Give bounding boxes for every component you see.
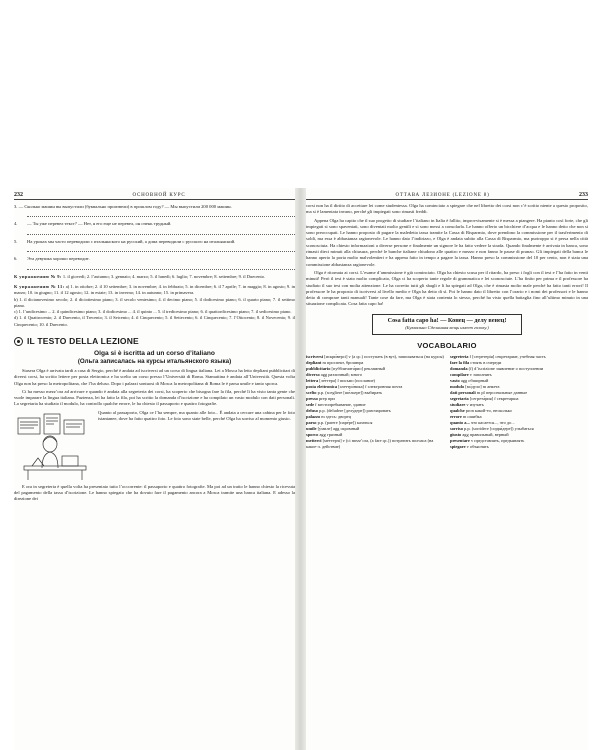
vocabulary-definition: agg различный; много (319, 371, 363, 377)
lesson-title-italian: Olga si è iscritta ad un corso d’italiano (94, 350, 215, 357)
answer-line (27, 264, 295, 270)
proverb-translation: (Буквально Сделанная вещь имеет голову.) (405, 324, 489, 330)
vocabulary-definition: p.p. (scegliere [ше́льере]) выбирать (316, 390, 383, 396)
proverb-text: Cosa fatta capo ha! — Конец — делу венец! (387, 316, 507, 324)
illustrated-block (14, 410, 295, 482)
vocabulary-word: pubblicitario (306, 365, 331, 371)
vocabulary-definition: agg обширный (459, 377, 489, 383)
lesson-paragraph: corsi non ha il diritto di accettare lei come studentessa. Olga ha cominciato a spiegare che nel libretto dei corsi non c’è scritto niente a questo proposito, ma si è lamentata invano, perché gli impiegati sono rimasti freddi. (306, 203, 588, 215)
question-number: 5. (14, 238, 18, 244)
vocabulary-definition: f [сегретерія] секретариат, учебная часть (468, 353, 546, 359)
vocabulary-definition: prep при (317, 396, 335, 402)
vocabulary-word: quanto a... (450, 420, 470, 426)
lesson-paragraph: Olga è ritornata ai corsi. L’esame d’ammissione è già cominciato. Olga ha chiesto scusa per il ritardo, ha preso i fogli con il test e l’ha fatto in venti minuti! Però il test è stato molto complicato, Olga ci ha scoperto tante regole di grammatica e lei sconosciute. L’ha finito per prima e il professore ha studiato il suo test con molta attenzione. Le ha corretto tutti gli sbagli e li ha spiegati ad Olga, che è rimasta molto male perché ha fatto tanti errori! Il professore le ha proposto di iscriversi al livello medio e Olga ha detto di sì. Poi le hanno dato il libretto con l’orario e i nomi dei professori e le hanno detto di comprare tanti manuali! Tante cose da fare, ma Olga è stata contenta lo stesso, perché ha visto quella battaglia fino all’ultimo minuto in una situazione complicata. Cosa fatta capo ha! (306, 269, 588, 307)
vocabulary-word: iscriversi (306, 353, 324, 359)
question-4 (14, 221, 295, 227)
answer-line (27, 229, 295, 235)
question-6 (14, 256, 295, 262)
section-title: IL TESTO DELLA LEZIONE (27, 336, 139, 346)
vocabulary-word: lettera (306, 377, 319, 383)
vocabulary-definition: v объяснять (465, 444, 489, 450)
vocabulary-word: modulo (450, 383, 465, 389)
top-question-3: 3. — Сколько машин вы выпустили (буквально произвели) в прошлом году? — Мы выпустили 200 000 машин. (14, 204, 232, 209)
book-spread (0, 188, 600, 750)
answer-line (27, 211, 295, 217)
vocabulary-word: qualche (450, 408, 465, 414)
proverb-box (372, 314, 522, 335)
vocabulary-definition: m проспект, брошюра (321, 359, 364, 365)
right-running-title: ОТТАВА ЛЕЗИОНЕ (LEZIONE 8) (395, 193, 490, 198)
vocabulary-definition: agg правильный, верный (461, 432, 509, 438)
exercise-9-key (14, 274, 295, 280)
vocabulary-definition: pron какой-то, несколько (464, 408, 512, 414)
vocabulary-word: diverso (306, 371, 320, 377)
left-running-head (14, 188, 295, 200)
vocabulary-definition: p.p. (sorridere [сорри́дере]) улыбаться (462, 426, 534, 432)
vocabulary-definition: m pl персональные данные (475, 390, 528, 396)
vocabulary-definition: m ошибка (461, 414, 482, 420)
vocabulary-definition: [элеттро́ника] f электронная почта (337, 383, 403, 389)
vocabulary-definition: p.p. (deludere [делу́дере]) разочаровать (317, 408, 391, 414)
vocabulary-definition: [искри́версі] v (a qc.) поступать (в вуз), записываться (на курсы) (323, 353, 444, 359)
right-page-number: 233 (579, 192, 588, 198)
vocabulary-word: compilare (450, 371, 469, 377)
vocabulary-word: umile (306, 426, 317, 432)
vocabulary-word: segreteria (450, 353, 469, 359)
vocabulary-definition: [ме́ттерчі] v (ci mezz’ora, (a fare qc.)) потратить полчаса (на какое-л. действие) (306, 438, 434, 450)
question-number: 4. (14, 221, 18, 227)
vocabulary-entry (450, 444, 588, 450)
vocabulary-definition: v изучать (465, 402, 484, 408)
vocabulary-definition: v заполнять (468, 371, 492, 377)
exercise-9-label: К упражнению № 9: (14, 273, 62, 279)
lesson-paragraph: Appena Olga ha capito che il suo progetto di studiare l’italiano in Italia è fallito, improvvisamente si è messa a piangere. Ha pianto così forte, che gli impiegati si sono spaventati, sono diventati molto gentili e si sono messi a consolarla. Le hanno offerto un bicchiere d’acqua e le hanno detto che non si sono preoccupati. Le hanno proposto di pagare la maledetta tassa tramite la Cassa di Risparmio, dove prendono la commissione per il trasferimento di soldi, ma essa è abbastanza ragionevole. Le hanno dato l’indirizzo, e Olga è andata subito alla Cassa di Risparmio, ma purtroppo si è persa nella città sconosciuta. Ha chiesto informazioni a diverse persone e finalmente un signore le ha fatto vedere la strada. Quando finalmente è arrivata in banca, sono rimasti dieci minuti alla chiusura, perché le banche italiane chiudono alle quattro e mezzo e non fanno le pause di pranzo. Gli impiegati della banca le hanno aperto la porta molto malvolentieri e ha appena fatto in tempo a pagare la tassa. Hanno preso la commissione del 10 per cento, non è stata una commissione abbastanza ragionevole. (306, 217, 588, 267)
vocabulary-word: palazzo (306, 414, 321, 420)
vocabulary-definition: v представлять, предъявлять (469, 438, 525, 444)
vocabulary-word: vasto (450, 377, 460, 383)
question-text: — Ты уже перевел текст? — Нет, я его еще не перевел, он очень трудный. (27, 221, 172, 227)
lesson-paragraph: Quanto al passaporto, Olga ce l’ha sempre, ma quanto alle foto... È andata a cercare una cabina per le foto istantanee, dove ha fatto quattro foto. Le foto sono state belle, perché Olga ha sorriso al momento giusto. (98, 409, 295, 422)
answer-line (27, 246, 295, 252)
vocabulary-word: domanda (450, 365, 468, 371)
desk-illustration-icon (14, 410, 94, 482)
question-5 (14, 239, 295, 245)
vocabulary-list (306, 354, 588, 451)
vocabulary-definition: agg грязный (318, 432, 343, 438)
vocabulary-definition: [сегрета́рия] f секретарша (468, 396, 519, 402)
vocabulary-word: giusto (450, 432, 462, 438)
exercise-11-line: d) 1. il Quattrocento; 2. il Duecento, il Trecento; 3. il Seicento; 4. il Cinquecento; 5. il Settecento; 6. il Cinquecento; 7. l’Ottocento; 8. il Novecento; 9. il Cinquecento; 10. il Duecento. (14, 315, 295, 327)
vocabulary-word: segretaria (450, 396, 469, 402)
vocabulary-definition: f местопребывание, здание (314, 402, 366, 408)
lesson-paragraph: E ora in segreteria è quella volta ha presentato tutto l’occorrente: il passaporto e quattro fotografie. Ma poi ad un tratto le hanno chiesto la ricevuta del pagamento della tassa d’iscrizione. Le hanno spiegato che ha dovuto fare il pagamento ancora a Mosca tramite una banca italiana. E adesso la direzione dei (14, 483, 295, 502)
vocabulary-column-left (306, 354, 444, 451)
vocabulary-column-right (450, 354, 588, 451)
exercise-9-text: 1. il giovedì; 2. l’autunno; 3. gennaio; 4. marzo; 5. il lunedì; 6. luglio; 7. novembre; 8. settembre; 9. il Duecento. (62, 273, 266, 279)
left-running-title: ОСНОВНОЙ КУРС (132, 193, 186, 198)
vocabulary-word: sporco (306, 432, 319, 438)
vocabulary-definition: (f) d’iscrizione заявление о поступлении (467, 365, 544, 371)
exercise-11-line: c) 1. l’undicesimo ... 2. il quindicesimo piano; 3. il dodicesimo ... 4. il quinto ... 5. il tredicesimo piano; 6. il quattordicesimo piano; 7. il sedicesimo piano. (14, 309, 292, 315)
section-header (14, 336, 295, 346)
vocabulary-word: fare la fila (450, 359, 470, 365)
vocabulary-word: deluso (306, 408, 318, 414)
exercise-11-label: К упражнению № 11: (14, 283, 65, 289)
vocabulary-word: scelto (306, 390, 317, 396)
question-number: 6. (14, 256, 18, 262)
book-gutter (295, 188, 306, 750)
vocabulary-word: errore (450, 414, 462, 420)
lesson-title (14, 350, 295, 366)
vocabulary-word: sorriso (450, 426, 463, 432)
exercise-11-key (14, 284, 295, 297)
lesson-paragraph: Ci ha messo mezz’ora ad arrivare e quando è andata alla segreteria dei corsi, ha scoperto che bisogna fare la fila, perché lì ha visto tanta gente che vuole imparare la lingua italiana. Pazienza, lei ha fatto la fila, poi ha scritto la domanda d’iscrizione e ha compilato un vasto modulo con dati personali. La segretaria ha studiato il modulo, ha controllo qualche errore, le ha chiesto il passaporto e quattro fotografie. (14, 388, 295, 407)
bullet-circle-icon (14, 337, 23, 346)
vocabulary-word: presso (306, 396, 318, 402)
vocabulary-definition: [у́миле] agg скромный (316, 426, 360, 432)
exercise-11-line: а) 1. in ottobre; 2. il 10 settembre; 3. in novembre; 4. in febbraio; 5. in dicembre; 6. il 7 aprile; 7. in maggio; 8. in agosto; 9. in marzo; 10. in giugno; 11. il 12 agosto; 12. in estate; 13. in inverno; 14. in autunno; 15. in primavera. (14, 283, 295, 296)
vocabulary-word: parso (306, 420, 317, 426)
vocabulary-definition: [ле́ттера] f письмо (послание) (318, 377, 375, 383)
right-running-head (306, 188, 588, 200)
lesson-paragraph: Stasera Olga è arrivata tardi a casa di Sergio, perché è andata ad iscriversi ad un corso di lingua italiana. Lei a Mosca ha letto depliant pubblicitari di diversi corsi, ha scritto lettere per posta elettronica e ha scelto un corso presso l’Università di Roma. Stamattina è andata all’Università. Questa volta Olga non ha preso la metropolitana, che l’ha deluso. Dopo i palazzi sontuosi di Mosca la metropolitana di Roma le è parsa umile e tanto sporca. (14, 368, 295, 386)
vocabulary-word: posta elettronica (306, 383, 338, 389)
vocabulary-word: dati personali (450, 390, 476, 396)
vocabulary-word: studiare (450, 402, 466, 408)
question-text: Эта девушка хорошо переводит. (27, 256, 90, 262)
vocabulary-definition: стоять в очереди (469, 359, 502, 365)
vocabulary-definition: m здесь: дворец (320, 414, 351, 420)
left-page-number: 232 (14, 192, 23, 198)
question-text: На уроках мы часто переводили с итальянского на русский, а дома переводили с русского на итальянский. (27, 238, 236, 244)
vocabulary-word: sede (306, 402, 315, 408)
vocabulary-word: spiegare (450, 444, 466, 450)
vocabulary-word: depliant (306, 359, 322, 365)
vocabulary-definition: [мо́дуло] m анкета (464, 383, 500, 389)
left-page (14, 188, 295, 750)
lesson-title-russian: (Ольга записалась на курсы итальянского языка) (77, 358, 232, 365)
vocabulary-definition: [пуббличита́рио] рекламный (330, 365, 385, 371)
vocabulary-word: presentare (450, 438, 470, 444)
vocabulary-entry (306, 438, 444, 450)
vocabulary-word: metterci (306, 438, 322, 444)
exercise-11-line: b) 1. il dicianovesimo secolo; 2. il diciottesimo piano; 3. il secolo ventesimo; 4. il decimo piano; 5. il dodicesimo piano; 6. il quarto piano; 7. il settimo piano. (14, 296, 295, 308)
vocabulary-definition: p.p. (parere [паре́ре]) казаться (316, 420, 373, 426)
vocabulary-definition: что касается..., что до... (469, 420, 515, 426)
vocabulary-title: VOCABOLARIO (417, 340, 477, 350)
right-page (306, 188, 588, 750)
